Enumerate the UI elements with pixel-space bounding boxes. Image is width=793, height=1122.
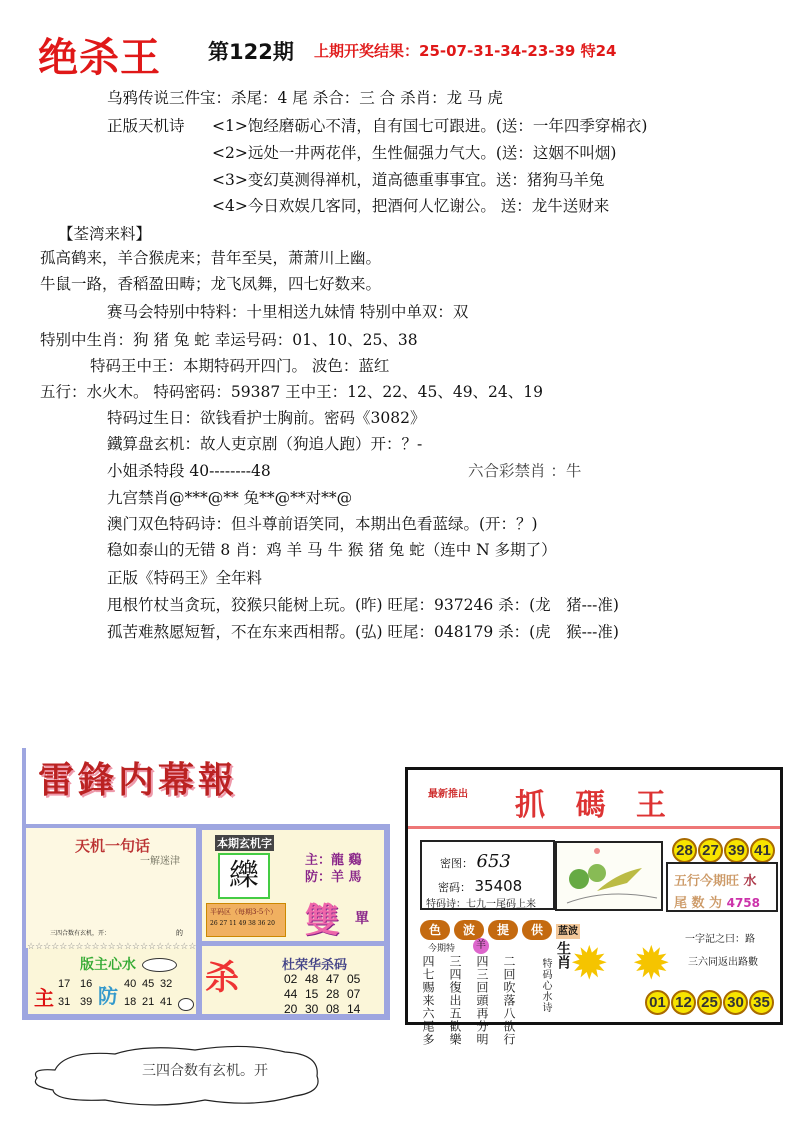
blank-patch: [722, 770, 780, 825]
zodiac-burst-1: ✹: [570, 936, 609, 990]
text-line: 孤苦难熬愿短暂，不在东来西相帮。(弘) 旺尾：048179 杀：(虎 猴---准): [107, 623, 619, 641]
zhu-numbers: [58, 978, 102, 1008]
color-pill: 供: [522, 920, 552, 940]
text-line: 小姐杀特段 40--------48: [107, 462, 271, 480]
color-pills: [420, 919, 580, 940]
zhuamawang-title: 抓 碼 王: [515, 788, 676, 823]
tianji-title: 天机一句话: [75, 837, 151, 855]
poem-col-label: 特码心水诗: [540, 958, 551, 1013]
poem-column: 四三回頭再分明: [475, 955, 489, 1046]
number-ball: 27: [698, 838, 723, 863]
number-ball: 28: [672, 838, 697, 863]
poem-label: 特码诗：: [426, 899, 466, 910]
text-line: 赛马会特别中特料：十里相送九妹情 特别中单双：双: [107, 303, 469, 321]
pingma-box: [206, 903, 286, 937]
fang-label: 防: [98, 984, 118, 1008]
text-line: 五行：水火木。 特码密码：59387 王中王：12、22、45、49、24、19: [40, 383, 544, 401]
zhu-fang-zodiac: [305, 852, 362, 886]
text-line: 正版天机诗: [107, 117, 185, 135]
pingma-numbers: 26 27 11 49 38 36 20: [210, 920, 275, 927]
pill-extra: 蓝波: [558, 926, 578, 937]
top-balls: [672, 838, 776, 863]
text-line: 孤高鹤来，羊合猴虎来；昔年至吴，萧萧川上幽。: [40, 249, 382, 267]
fang-number: 40: [124, 978, 137, 990]
kill-number: 20: [284, 1002, 298, 1016]
text-line: 九宫禁肖@***@** 兔**@**对**@: [107, 489, 353, 507]
text-line: 六合彩禁肖 ：牛: [468, 462, 582, 480]
number-ball: 25: [697, 990, 722, 1015]
number-ball: 30: [723, 990, 748, 1015]
wuxing-value: 水: [743, 874, 757, 889]
mitu-value: 653: [476, 851, 511, 872]
mitu-row: [440, 851, 511, 872]
kill-number: 15: [305, 987, 319, 1001]
redaction-ellipse: [142, 958, 177, 972]
kill-number: 48: [305, 972, 319, 986]
mitu-label: 密图：: [440, 857, 473, 870]
kill-decoration: 杀: [205, 958, 239, 998]
poem-column: 二回吹落八欲行: [502, 955, 516, 1046]
wuxing-box: [666, 862, 778, 912]
last-result: 上期开奖结果：25-07-31-34-23-39 特24: [314, 42, 617, 60]
number-ball: 41: [750, 838, 775, 863]
text-line: 澳门双色特码诗：但斗尊前语笑同，本期出色看蓝绿。(开：？): [107, 515, 538, 533]
tianji-note: 三四合数有玄机，开：: [50, 930, 111, 937]
fang-zodiac: 防：羊 馬: [305, 870, 362, 885]
kill-title: 杜荣华杀码: [282, 958, 348, 973]
frame-divider: [196, 824, 202, 1020]
fang-number: 18: [124, 996, 137, 1008]
kill-number: 47: [326, 972, 340, 986]
section-heading: 【荃湾来料】: [58, 225, 152, 243]
text-line: 正版《特码王》全年料: [107, 569, 263, 587]
poem-line: <4>今日欢娱几客同，把酒何人忆谢公。 送：龙牛送财来: [212, 197, 610, 215]
fang-number: 45: [142, 978, 155, 990]
fang-number: 32: [160, 978, 173, 990]
kill-number: 05: [347, 972, 361, 986]
poem-line: <1>饱经磨砺心不清，自有国七可跟进。(送：一年四季穿棉衣): [212, 117, 648, 135]
issue-number: 第122期: [208, 40, 294, 64]
poem-row: [426, 895, 536, 910]
frame-edge: [22, 748, 26, 828]
zhu-label: 主: [34, 986, 54, 1010]
tag: 最新推出: [428, 789, 468, 800]
zhu-zodiac: 主：龍 鷄: [305, 853, 362, 868]
sanliu-text: 三六同返出路數: [688, 957, 758, 968]
wuxing-row: [674, 870, 757, 889]
text-line: 特码过生日：欲钱看护士胸前。密码《3082》: [107, 409, 426, 427]
jinqi-value: 羊: [473, 938, 489, 954]
banner: 版主心水: [80, 957, 136, 973]
cloud-text: 三四合数有玄机。开: [142, 1063, 268, 1079]
weishu-value: 4758: [726, 896, 760, 910]
number-ball: 35: [749, 990, 774, 1015]
poem-line: <2>远处一井两花伴，生性倔强力气大。(送：这姻不叫烟): [212, 144, 617, 162]
poem-column: 四七赐来六尾多: [421, 955, 435, 1046]
stars-divider: ☆☆☆☆☆☆☆☆☆☆☆☆☆☆☆☆☆☆☆☆☆: [27, 942, 197, 952]
title-rule: [408, 826, 780, 829]
zhu-number: 16: [80, 978, 93, 990]
text-line: 特别中生肖：狗 猪 兔 蛇 幸运号码：01、10、25、38: [40, 331, 418, 349]
kill-number: 28: [326, 987, 340, 1001]
fang-numbers: [124, 978, 178, 1008]
yizi-text: 一字記之曰：路: [685, 934, 755, 945]
kill-numbers: [284, 972, 368, 1016]
text-line: 甩根竹杖当贪玩，狡猴只能树上玩。(昨) 旺尾：937246 杀：(龙 猪---准): [107, 596, 619, 614]
text-line: 特码王中王：本期特码开四门。 波色：蓝红: [90, 357, 390, 375]
page-title: 绝杀王: [38, 35, 161, 81]
zhu-number: 17: [58, 978, 71, 990]
dan-char: 單: [355, 911, 369, 927]
wuxing-label: 五行今期旺: [674, 874, 740, 889]
mima-label: 密码：: [438, 881, 471, 894]
color-pill: 提: [488, 920, 518, 940]
zhu-number: 39: [80, 996, 93, 1008]
shuang-char: 雙: [305, 901, 339, 941]
zhu-number: 31: [58, 996, 71, 1008]
jinqi-label: 今期特: [428, 944, 456, 954]
text-line: 稳如泰山的无错 8 肖：鸡 羊 马 牛 猴 猪 兔 蛇（连中 N 多期了）: [107, 541, 557, 559]
tianji-sub: 一解迷津: [140, 856, 180, 867]
zodiac-burst-2: ✹: [632, 936, 671, 990]
mima-box: [420, 840, 555, 910]
number-ball: 01: [645, 990, 670, 1015]
color-pill: 波: [454, 920, 484, 940]
mima-value: 35408: [474, 877, 523, 895]
number-ball: 39: [724, 838, 749, 863]
leifeng-title: 雷鋒内幕報: [38, 759, 239, 801]
kill-number: 02: [284, 972, 298, 986]
color-pill: 色: [420, 920, 450, 940]
text-line: 鐵算盘玄机：故人吏京剧（狗追人跑）开：？-: [107, 435, 423, 453]
xuanji-label: 本期玄机字: [217, 837, 272, 850]
xuanji-char: 纅: [218, 853, 270, 899]
shengxiao-label: 生肖: [555, 941, 571, 969]
number-ball: 12: [671, 990, 696, 1015]
kill-number: 08: [326, 1002, 340, 1016]
weishu-label: 尾 数 为: [674, 896, 723, 911]
kill-number: 30: [305, 1002, 319, 1016]
bottom-balls: [645, 990, 775, 1015]
text-line: 乌鸦传说三件宝：杀尾：4 尾 杀合：三 合 杀肖：龙 马 虎: [107, 89, 503, 107]
fang-number: 21: [142, 996, 155, 1008]
kill-number: 07: [347, 987, 361, 1001]
crane-illustration: [555, 841, 663, 911]
poem-value: 七九一尾码上来: [466, 899, 536, 910]
frame-divider: [202, 941, 390, 946]
tianji-note-end: 的: [176, 929, 183, 937]
weishu-row: [674, 892, 760, 911]
pingma-label: 平码区（每期3-5个）: [210, 908, 278, 916]
kill-number: 44: [284, 987, 298, 1001]
mima-row: [438, 877, 522, 895]
poem-column: 三四復出五歓樂: [448, 955, 462, 1046]
redaction-ellipse: [178, 998, 194, 1011]
text-line: 牛鼠一路，香稻盈田畴；龙飞凤舞，四七好数来。: [40, 275, 382, 293]
poem-line: <3>变幻莫测得禅机，道高德重事事宜。送：猪狗马羊兔: [212, 171, 605, 189]
kill-number: 14: [347, 1002, 361, 1016]
fang-number: 41: [160, 996, 173, 1008]
